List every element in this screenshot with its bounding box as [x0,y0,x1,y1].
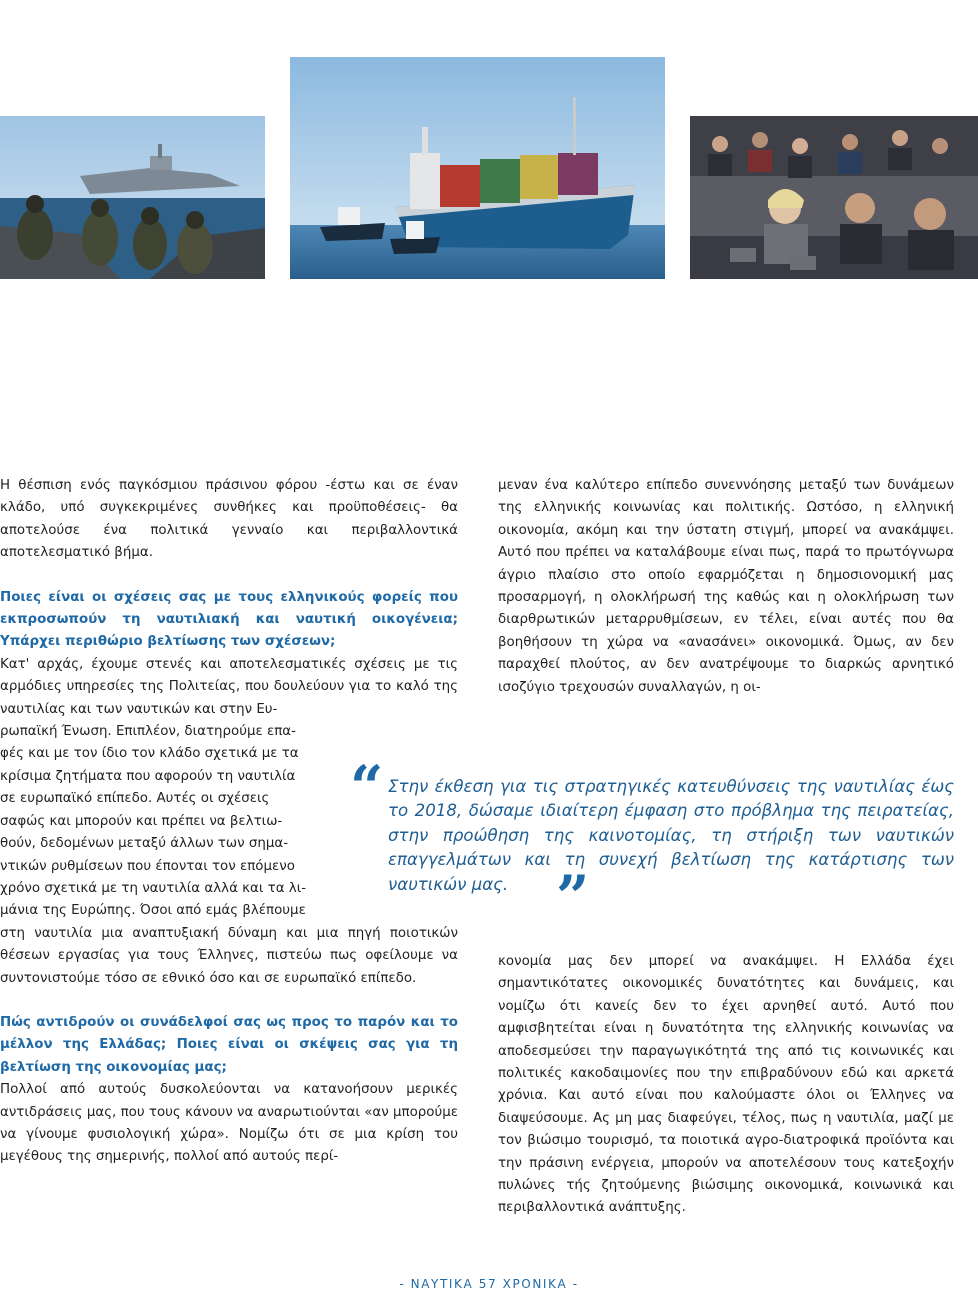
open-quote-mark: “ [350,753,384,821]
answer-line: φές και με τον ίδιο τον κλάδο σχετικά με τα [0,746,299,762]
intro-paragraph: Η θέσπιση ενός παγκόσμιου πράσινου φόρου -έστω και σε έναν κλάδο, υπό συγκεκριμένες συνθήκες και προϋποθέσεις- θα αποτελούσε ένα πολιτικά γενναίο και περιβαλλοντικά αποτελεσματικό βήμα. [0,478,458,561]
answer-relations-start: Κατ' αρχάς, έχουμε στενές και αποτελεσματικές σχέσεις με τις αρμόδιες υπηρεσίες της Πολιτείας, που δουλεύουν για το καλό της ναυτιλίας και των ναυτικών και στην Ευ- [0,656,458,717]
right-paragraph-bottom: κονομία μας δεν μπορεί να ανακάμψει. Η Ελλάδα έχει σημαντικότατες οικονομικές δυνατότητες και δυνάμεις, και νομίζω ότι κανείς δεν το έχει αρνηθεί αυτό. Αυτό που αμφισβητείται είναι η δυνατότητα της ελληνικής κοινωνίας να αποδεσμεύσει την παραγωγικότητά της από τις κοινωνικές και πολιτικές κακοδαιμονίες που την επιβραδύνουν εδώ και αρκετά χρόνια. Και αυτό είναι που καλούμαστε όλοι οι Έλληνες να διαψεύσουμε. Ας μη μας διαφεύγει, τέλος, πως η ναυτιλία, μαζί με τον βιώσιμο τουρισμό, τα ποιοτικά αγρο-διατροφικά προϊόντα και την πράσινη ενέργεια, μπορούν να αποτελέσουν τους κατεξοχήν πυλώνες τής ζητούμενης βιώσιμης οικονομικά, κοινωνικά και περιβαλλοντικά ανάπτυξης. [498,954,954,1216]
answer-economy: Πολλοί από αυτούς δυσκολεύονται να κατανοήσουν μερικές αντιδράσεις μας, που τους κάνουν να αναρωτιούνται «αν μπορούμε να γίνουμε φυσιολογική χώρα». Νομίζω ότι σε μια κρίση του μεγέθους της σημερινής, πολλοί από αυτούς περί- [0,1082,458,1165]
photo-container-ship [290,57,665,279]
question-economy: Πώς αντιδρούν οι συνάδελφοί σας ως προς το παρόν και το μέλλον της Ελλάδας; Ποιες είναι οι σκέψεις σας για τη βελτίωση της οικονομίας μας; [0,1014,458,1075]
page-footer: - ΝΑΥΤΙΚΑ 57 ΧΡΟΝΙΚΑ - [399,1277,579,1291]
answer-line: ρωπαϊκή Ένωση. Επιπλέον, διατηρούμε επα- [0,724,296,740]
close-quote-mark: ” [556,863,590,931]
answer-relations-end: στη ναυτιλία μια αναπτυξιακή δύναμη και μια πηγή ποιοτικών θέσεων εργασίας για τους Έλληνες, πιστεύω πως οφείλουμε να συντονιστούμε τόσο σε εθνικό όσο και σε ευρωπαϊκό επίπεδο. [0,925,458,986]
right-column-top [498,475,954,699]
photo-parliament-graphic [690,116,978,279]
photo-parliament [690,116,978,279]
answer-line: σαφώς και μπορούν και πρέπει να βελτιω- [0,813,283,829]
photo-piracy-patrol-graphic [0,116,265,279]
answer-line: θούν, δεδομένων μεταξύ άλλων των σημα- [0,836,289,852]
question-relations: Ποιες είναι οι σχέσεις σας με τους ελληνικούς φορείς που εκπροσωπούν τη ναυτιλιακή και ναυτική οικογένεια; Υπάρχει περιθώριο βελτίωσης των σχέσεων; [0,589,458,650]
answer-line: χρόνο σχετικά με τη ναυτιλία αλλά και τα λι- [0,880,307,896]
photo-container-ship-graphic [290,57,665,279]
answer-line: κρίσιμα ζητήματα που αφορούν τη ναυτιλία [0,768,296,784]
right-paragraph-top: μεναν ένα καλύτερο επίπεδο συνεννόησης μεταξύ των δυνάμεων της ελληνικής κοινωνίας και πολιτικής. Ωστόσο, η ελληνική οικονομία, ακόμη και την ύστατη στιγμή, μπορεί να ανακάμψει. Αυτό που πρέπει να καταλάβουμε είναι πως, παρά το πρωτόγνωρα άγριο πλαίσιο στο οποίο εφαρμόζεται η δημοσιονομική μας προσαρμογή, η ολοκλήρωσή της καθώς και η ολοκλήρωση των διαρθρωτικών μεταρρυθμίσεων, εν τέλει, είναι αυτές που θα βοηθήσουν τη χώρα να «ανασάνει» οικονομικά. Όμως, αν δεν παραχθεί πλούτος, αν δεν ανατρέψουμε το διαρκώς αρνητικό ισοζύγιο τρεχουσών συναλλαγών, η οι- [498,478,954,695]
answer-line: σε ευρωπαϊκό επίπεδο. Αυτές οι σχέσεις [0,791,270,807]
photo-piracy-patrol [0,116,265,279]
answer-line: ντικών ρυθμίσεων που έπονται τον επόμενο [0,858,295,874]
pull-quote: Στην έκθεση για τις στρατηγικές κατευθύνσεις της ναυτιλίας έως το 2018, δώσαμε ιδιαίτερη έμφαση στο πρόβλημα της πειρατείας, στην προώθηση της καινοτομίας, τη στήριξη των ναυτικών επαγγελμάτων και τη συνεχή βελτίωση της κατάρτισης των ναυτικών μας. [388,777,954,894]
answer-line: μάνια της Ευρώπης. Όσοι από εμάς βλέπουμε [0,903,306,919]
answer-relations-narrow [0,721,336,923]
right-column-bottom [498,951,954,1220]
